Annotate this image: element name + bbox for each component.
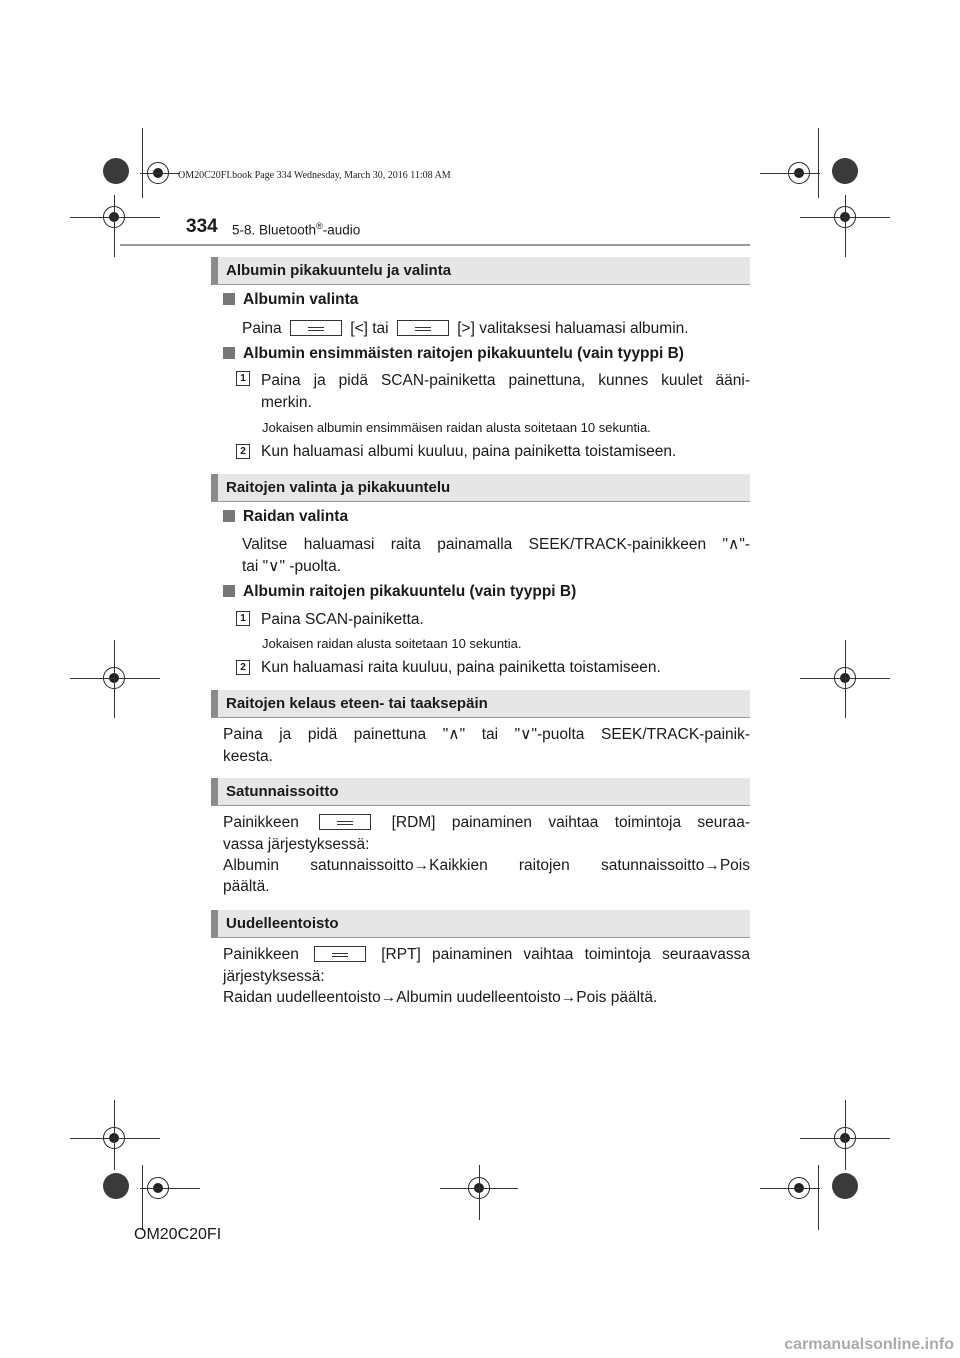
repeat-section-heading: Uudelleentoisto — [211, 910, 750, 938]
repeat-line1 — [223, 944, 750, 965]
crop-mark — [760, 1188, 820, 1189]
section-title-suffix: -audio — [322, 222, 361, 238]
track-scan-title-text: Albumin raitojen pikakuuntelu (vain tyyppi B) — [243, 583, 577, 600]
step-number: 1 — [236, 611, 250, 626]
text-segment: [RDM] painaminen vaihtaa toimintoja seuraa- — [391, 814, 750, 831]
registration-mark-icon — [103, 1173, 129, 1199]
crop-mark — [142, 128, 143, 198]
album-step1-line1: Paina ja pidä SCAN-painiketta painettuna, kunnes kuulet ääni- — [261, 372, 750, 389]
text-segment: Painikkeen — [223, 814, 299, 831]
rpt-button-icon — [314, 946, 366, 962]
track-step1-note: Jokaisen raidan alusta soitetaan 10 sekuntia. — [262, 636, 522, 651]
random-line3: Albumin satunnaissoitto→Kaikkien raitojen satunnaissoitto→Pois — [223, 857, 750, 874]
seek-line2: keesta. — [223, 748, 273, 765]
crop-mark — [818, 128, 819, 198]
registration-mark-icon — [832, 1173, 858, 1199]
album-select-title-text: Albumin valinta — [243, 291, 359, 308]
step-number: 1 — [236, 371, 250, 386]
random-section-heading: Satunnaissoitto — [211, 778, 750, 806]
section-title-prefix: 5-8. Bluetooth — [232, 222, 317, 238]
album-select-title — [223, 291, 358, 309]
registration-mark-icon — [832, 158, 858, 184]
track-step2-text: Kun haluamasi raita kuuluu, paina painiketta toistamiseen. — [261, 659, 661, 676]
section-title — [232, 221, 360, 238]
previous-album-button-icon — [290, 320, 342, 336]
crop-mark — [479, 1165, 480, 1220]
random-line1 — [223, 812, 750, 833]
text-segment: [<] tai — [350, 320, 389, 337]
text-segment: Paina — [242, 320, 282, 337]
step-number: 2 — [236, 660, 250, 675]
next-album-button-icon — [397, 320, 449, 336]
registration-mark-icon — [103, 158, 129, 184]
crop-mark — [70, 678, 160, 679]
album-scan-title — [223, 345, 684, 363]
album-section-heading: Albumin pikakuuntelu ja valinta — [211, 257, 750, 285]
track-select-title-text: Raidan valinta — [243, 508, 349, 525]
track-select-line2: tai "∨" -puolta. — [242, 558, 342, 575]
track-scan-title — [223, 583, 576, 601]
print-info: OM20C20FI.book Page 334 Wednesday, March 30, 2016 11:08 AM — [178, 170, 451, 181]
album-step2-text: Kun haluamasi albumi kuuluu, paina painiketta toistamiseen. — [261, 443, 677, 460]
crop-mark — [142, 1165, 143, 1230]
album-step1-note: Jokaisen albumin ensimmäisen raidan alusta soitetaan 10 sekuntia. — [262, 420, 651, 435]
page-number: 334 — [186, 216, 218, 237]
crop-mark — [818, 1165, 819, 1230]
album-step1-line2: merkin. — [261, 394, 312, 411]
crop-mark — [845, 195, 846, 257]
repeat-line2: järjestyksessä: — [223, 968, 325, 985]
album-scan-title-text: Albumin ensimmäisten raitojen pikakuuntelu (vain tyyppi B) — [243, 345, 684, 362]
crop-mark — [140, 173, 180, 174]
square-bullet-icon — [223, 347, 235, 359]
text-segment: [RPT] painaminen vaihtaa toimintoja seuraavassa — [381, 946, 750, 963]
crop-mark — [70, 1138, 160, 1139]
crop-mark — [845, 1100, 846, 1170]
text-segment: [>] valitaksesi haluamasi albumin. — [457, 320, 689, 337]
square-bullet-icon — [223, 510, 235, 522]
crop-mark — [845, 640, 846, 718]
crop-mark — [70, 217, 160, 218]
square-bullet-icon — [223, 585, 235, 597]
random-line2: vassa järjestyksessä: — [223, 836, 370, 853]
track-section-heading: Raitojen valinta ja pikakuuntelu — [211, 474, 750, 502]
crop-mark — [140, 1188, 200, 1189]
track-step1-text: Paina SCAN-painiketta. — [261, 611, 424, 628]
crop-mark — [114, 640, 115, 718]
crop-mark — [760, 173, 820, 174]
random-line4: päältä. — [223, 878, 270, 895]
track-select-title — [223, 508, 348, 526]
registered-mark: ® — [316, 221, 323, 231]
rdm-button-icon — [319, 814, 371, 830]
step-number: 2 — [236, 444, 250, 459]
square-bullet-icon — [223, 293, 235, 305]
crop-mark — [114, 1100, 115, 1170]
seek-section-heading: Raitojen kelaus eteen- tai taaksepäin — [211, 690, 750, 718]
header-rule — [120, 244, 750, 246]
watermark: carmanualsonline.info — [784, 1336, 954, 1353]
manual-code: OM20C20FI — [134, 1226, 222, 1243]
album-select-text — [242, 318, 750, 339]
crop-mark — [114, 195, 115, 257]
track-select-line1: Valitse haluamasi raita painamalla SEEK/TRACK-painikkeen "∧"- — [242, 536, 750, 553]
repeat-line3: Raidan uudelleentoisto→Albumin uudelleentoisto→Pois päältä. — [223, 989, 658, 1006]
seek-line1: Paina ja pidä painettuna "∧" tai "∨"-puolta SEEK/TRACK-painik- — [223, 726, 750, 743]
text-segment: Painikkeen — [223, 946, 299, 963]
